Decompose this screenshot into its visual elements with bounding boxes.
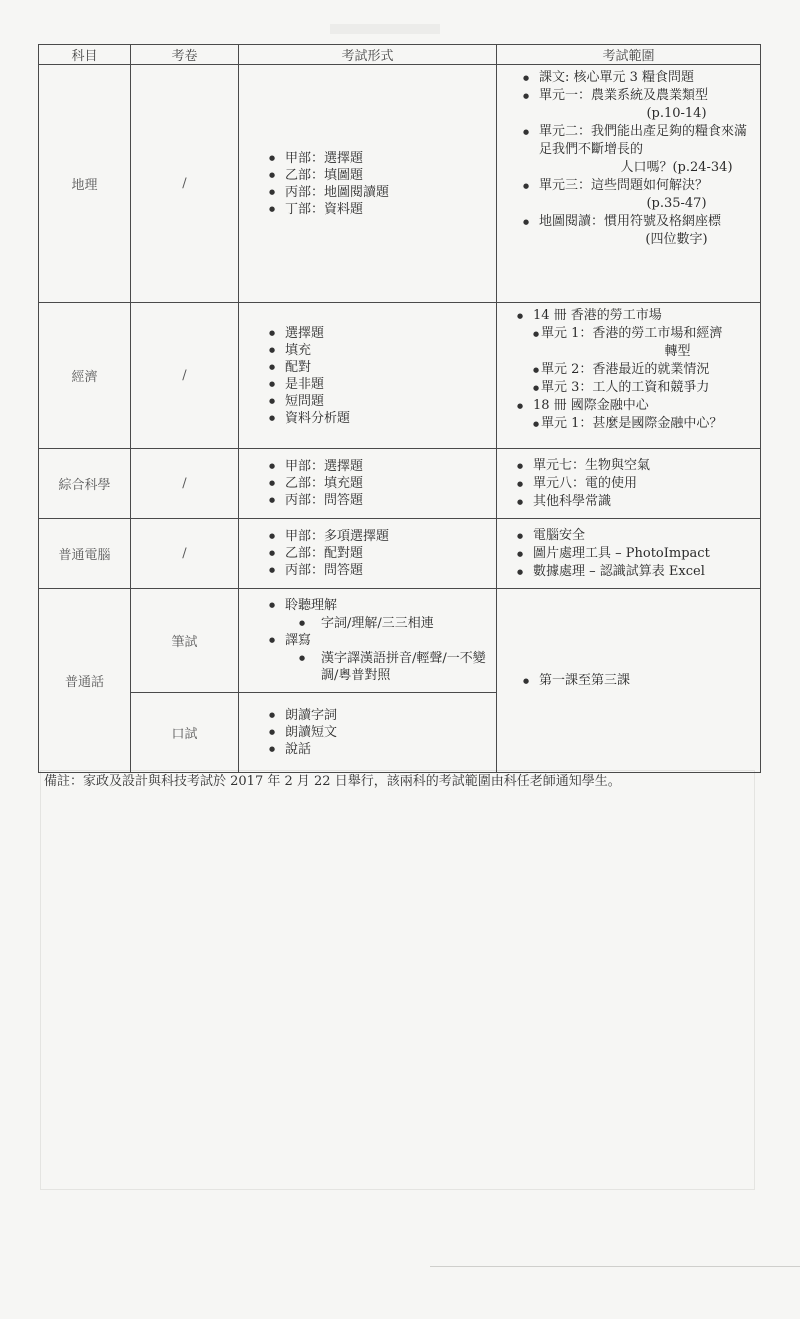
list-item: ● 課文: 核心單元 3 糧食問題 [539, 69, 754, 87]
list-item: ● 甲部：選擇題 [285, 458, 490, 475]
list-item: ● 圖片處理工具 – PhotoImpact [533, 545, 754, 563]
header-scope: 考試範圍 [497, 45, 761, 65]
list-item: ● 電腦安全 [533, 527, 754, 545]
subject-cell: 綜合科學 [39, 449, 131, 519]
list-item: ● 譯寫 [285, 632, 490, 649]
list-item: ● 單元八：電的使用 [533, 475, 754, 493]
list-item: ● 填充 [285, 342, 490, 359]
scope-text: 單元三：這些問題如何解決？ [539, 178, 709, 193]
footnote: 備註：家政及設計與科技考試於 2017 年 2 月 22 日舉行，該兩科的考試範圍由科任老師通知學生。 [44, 774, 621, 789]
list-item: ● 朗讀短文 [285, 724, 490, 741]
list-item: ● 甲部：多項選擇題 [285, 528, 490, 545]
list-item: ● 選擇題 [285, 325, 490, 342]
scope-cell [497, 303, 761, 449]
paper-cell: / [131, 519, 239, 589]
subject-cell: 經濟 [39, 303, 131, 449]
format-cell [239, 519, 497, 589]
list-item: ● 丙部：問答題 [285, 562, 490, 579]
scan-edge-line [430, 1266, 800, 1267]
list-item: ● 短問題 [285, 393, 490, 410]
table-row-economics [39, 303, 761, 449]
scope-cell [497, 65, 761, 303]
header-subject: 科目 [39, 45, 131, 65]
list-item [539, 213, 754, 249]
faded-table-ghost [40, 770, 755, 1190]
list-item: ● 是非題 [285, 376, 490, 393]
header-paper: 考卷 [131, 45, 239, 65]
list-item: ● 說話 [285, 741, 490, 758]
list-item: ● 朗讀字詞 [285, 707, 490, 724]
list-item [539, 177, 754, 213]
list-item: ● 配對 [285, 359, 490, 376]
list-item: ● 甲部：選擇題 [285, 150, 490, 167]
scope-text: 單元二：我們能出產足夠的糧食來滿足我們不斷增長的 [539, 124, 748, 157]
exam-schedule-table [38, 44, 761, 773]
paper-cell: / [131, 449, 239, 519]
scope-text: 地圖閱讀：慣用符號及格網座標 [539, 214, 722, 229]
paper-cell: 口試 [131, 693, 239, 773]
list-item: ● 其他科學常識 [533, 493, 754, 511]
scope-cell [497, 519, 761, 589]
header-format: 考試形式 [239, 45, 497, 65]
subject-cell: 普通話 [39, 589, 131, 773]
subject-cell: 地理 [39, 65, 131, 303]
format-cell [239, 65, 497, 303]
scope-text: (p.35-47) [646, 196, 707, 211]
list-item: ● 第一課至第三課 [539, 672, 754, 690]
list-item: ● 乙部：配對題 [285, 545, 490, 562]
list-item [539, 87, 754, 123]
table-row-geography [39, 65, 761, 303]
paper-cell: / [131, 303, 239, 449]
list-item: ● 聆聽理解 [285, 597, 490, 614]
table-row-computer [39, 519, 761, 589]
list-item: ● 14 冊 香港的勞工市場 [533, 307, 754, 325]
scope-cell [497, 589, 761, 773]
list-item: ● 乙部：填圖題 [285, 167, 490, 184]
list-item: ● 漢字譯漢語拼音/輕聲/一不變調/粵普對照 [321, 650, 490, 684]
format-cell [239, 303, 497, 449]
scope-text: 單元一：農業系統及農業類型 [539, 88, 709, 103]
list-item: ● 丙部：問答題 [285, 492, 490, 509]
list-item: ● 數據處理 – 認識試算表 Excel [533, 563, 754, 581]
subject-cell: 普通電腦 [39, 519, 131, 589]
list-item: ● 單元 2：香港最近的就業情況 [541, 361, 754, 379]
table-header-row [39, 45, 761, 65]
scope-text: 人口嗎？(p.24-34) [620, 160, 733, 175]
list-item: ● 字詞/理解/三三相連 [321, 615, 490, 632]
list-item: ● 18 冊 國際金融中心 [533, 397, 754, 415]
paper-cell: 筆試 [131, 589, 239, 693]
faded-header-mark [330, 24, 440, 34]
list-item: ● 單元七：生物與空氣 [533, 457, 754, 475]
scope-cell [497, 449, 761, 519]
list-item [541, 325, 754, 361]
format-cell [239, 589, 497, 693]
list-item: ● 丁部：資料題 [285, 201, 490, 218]
list-item: ● 乙部：填充題 [285, 475, 490, 492]
scope-text: (p.10-14) [646, 106, 707, 121]
table-row-science [39, 449, 761, 519]
table-row-putonghua-written [39, 589, 761, 693]
paper-cell: / [131, 65, 239, 303]
scope-text: (四位數字) [645, 232, 708, 247]
scope-text: 單元 1：香港的勞工市場和經濟 [541, 326, 723, 341]
scope-text: 轉型 [664, 344, 691, 359]
format-cell [239, 449, 497, 519]
list-item: ● 單元 1：甚麼是國際金融中心？ [541, 415, 754, 433]
format-cell [239, 693, 497, 773]
list-item: ● 單元 3：工人的工資和競爭力 [541, 379, 754, 397]
list-item: ● 資料分析題 [285, 410, 490, 427]
list-item [539, 123, 754, 177]
list-item: ● 丙部：地圖閱讀題 [285, 184, 490, 201]
